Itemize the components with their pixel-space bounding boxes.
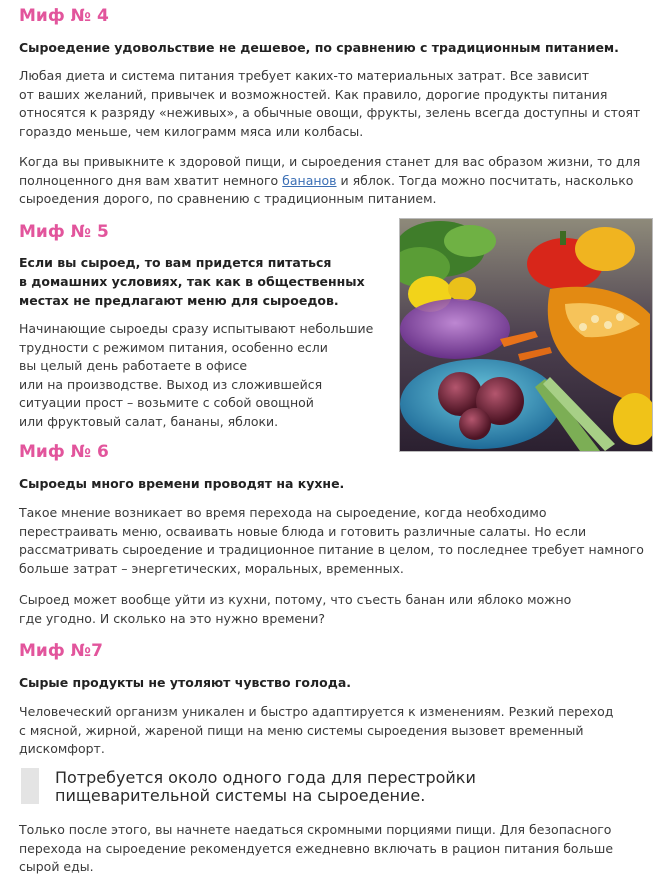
text-line: трудности с режимом питания, особенно если [19, 339, 328, 355]
text-line: больше затрат – энергетических, моральных, временных. [19, 560, 404, 576]
text-line: или на производстве. Выход из сложившейся [19, 376, 323, 392]
myth-6-heading: Миф № 6 [19, 442, 109, 462]
myth-5-heading: Миф № 5 [19, 222, 109, 242]
text-line: дискомфорт. [19, 741, 105, 756]
text-line: или фруктовый салат, бананы, яблоки. [19, 413, 279, 429]
text-line: местах не предлагают меню для сыроедов. [19, 293, 339, 308]
text-line: с мясной, жирной, жареной пищи на меню системы сыроедения вызовет временный [19, 722, 584, 738]
myth-4-paragraph-2 [19, 153, 640, 209]
quote-marker [21, 768, 39, 804]
myth-6-paragraph-1 [19, 504, 644, 578]
text-line [19, 172, 640, 191]
text-line: Начинающие сыроеды сразу испытывают небольшие [19, 321, 374, 336]
text-line: Только после этого, вы начнете наедаться скромными порциями пищи. Для безопасного [19, 822, 612, 837]
myth-5-paragraph [19, 320, 373, 431]
text-line: рассматривать сыроедение и традиционное питание в целом, то последнее требует намного [19, 542, 644, 557]
myth-7-paragraph-2 [19, 821, 613, 877]
text-line: гораздо меньше, чем килограмм мяса или колбасы. [19, 123, 364, 139]
myth-7-heading: Миф №7 [19, 641, 103, 661]
text-line: ситуации прост – возьмите с собой овощной [19, 395, 314, 410]
text-segment: полноценного дня вам хватит немного [19, 172, 279, 188]
text-line: сыроедения дорого, по сравнению с традиционным питанием. [19, 191, 437, 206]
myth-4-paragraph-1 [19, 67, 640, 141]
text-line: Любая диета и система питания требует каких-то материальных затрат. Все зависит [19, 68, 589, 83]
vegetables-photo [399, 218, 653, 452]
vegetables-illustration [400, 219, 652, 451]
bananas-link[interactable]: бананов [282, 172, 337, 188]
text-line: Потребуется около одного года для перестройки [55, 768, 476, 787]
myth-4-lead: Сыроедение удовольствие не дешевое, по сравнению с традиционным питанием. [19, 40, 619, 55]
text-line: Такое мнение возникает во время перехода на сыроедение, когда необходимо [19, 505, 547, 520]
text-line: относятся к разряду «неживых», а обычные овощи, фрукты, зелень всегда доступны и стоят [19, 105, 641, 120]
text-line: Если вы сыроед, то вам придется питаться [19, 255, 332, 270]
myth-6-lead: Сыроеды много времени проводят на кухне. [19, 476, 345, 491]
myth-7-lead: Сырые продукты не утоляют чувство голода. [19, 675, 352, 690]
text-line: в домашних условиях, так как в общественных [19, 274, 365, 289]
text-line: сырой еды. [19, 859, 94, 874]
myth-6-paragraph-2 [19, 591, 571, 628]
text-line: где угодно. И сколько на это нужно времени? [19, 610, 326, 626]
myth-4-heading: Миф № 4 [19, 6, 109, 26]
text-line: Когда вы привыкните к здоровой пищи, и сыроедения станет для вас образом жизни, то для [19, 154, 641, 169]
text-line: пищеварительной системы на сыроедение. [55, 786, 426, 805]
text-line: вы целый день работаете в офисе [19, 358, 248, 373]
myth-5-lead [19, 253, 365, 310]
text-line: перестраивать меню, осваивать новые блюда и готовить различные салаты. Но если [19, 523, 587, 539]
text-line: Человеческий организм уникален и быстро адаптируется к изменениям. Резкий переход [19, 704, 614, 719]
text-segment: и яблок. Тогда можно посчитать, насколько [340, 172, 634, 188]
text-line: от ваших желаний, привычек и возможностей. Как правило, дорогие продукты питания [19, 86, 608, 102]
text-line: перехода на сыроедение рекомендуется ежедневно включать в рацион питания больше [19, 840, 614, 856]
myth-7-paragraph-1 [19, 703, 613, 759]
text-line: Сыроед может вообще уйти из кухни, потому, что съесть банан или яблоко можно [19, 592, 572, 607]
myth-7-quote [55, 769, 476, 805]
